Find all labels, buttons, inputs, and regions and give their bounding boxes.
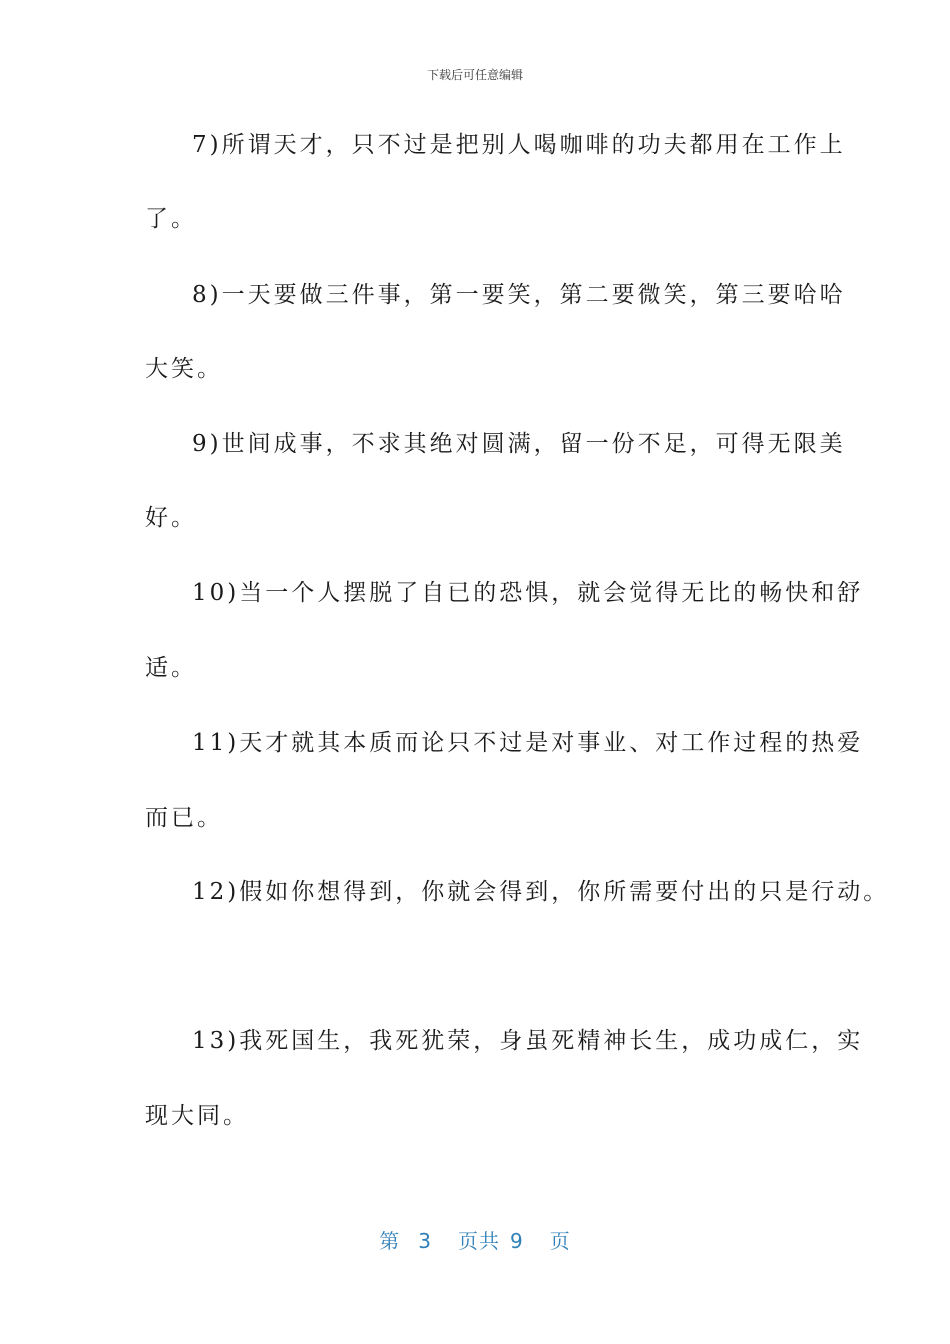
quote-11-line-2: 而已。 (145, 805, 223, 831)
quote-10-line-1: 10)当一个人摆脱了自已的恐惧，就会觉得无比的畅快和舒 (192, 580, 864, 606)
footer-total-pages: 9 (510, 1229, 524, 1253)
quote-8-line-1: 8)一天要做三件事，第一要笑，第二要微笑，第三要哈哈 (192, 282, 846, 308)
quote-9-line-2: 好。 (145, 505, 197, 531)
footer-prefix: 第 (379, 1229, 401, 1253)
quote-7-line-1: 7)所谓天才，只不过是把别人喝咖啡的功夫都用在工作上 (192, 132, 846, 158)
quote-12-line-1: 12)假如你想得到，你就会得到，你所需要付出的只是行动。 (192, 879, 890, 905)
footer-middle: 页共 (458, 1229, 500, 1253)
quote-7-line-2: 了。 (145, 206, 197, 232)
quote-8-line-2: 大笑。 (145, 356, 223, 382)
quote-13-line-2: 现大同。 (145, 1103, 249, 1129)
quote-13-line-1: 13)我死国生，我死犹荣，身虽死精神长生，成功成仁，实 (192, 1028, 864, 1054)
header-note: 下载后可任意编辑 (426, 68, 523, 82)
quote-9-line-1: 9)世间成事，不求其绝对圆满，留一份不足，可得无限美 (192, 431, 846, 457)
footer-suffix: 页 (549, 1229, 571, 1253)
page-footer (0, 1225, 950, 1254)
quote-11-line-1: 11)天才就其本质而论只不过是对事业、对工作过程的热爱 (192, 730, 864, 756)
footer-current-page: 3 (418, 1229, 432, 1253)
quote-10-line-2: 适。 (145, 655, 197, 681)
